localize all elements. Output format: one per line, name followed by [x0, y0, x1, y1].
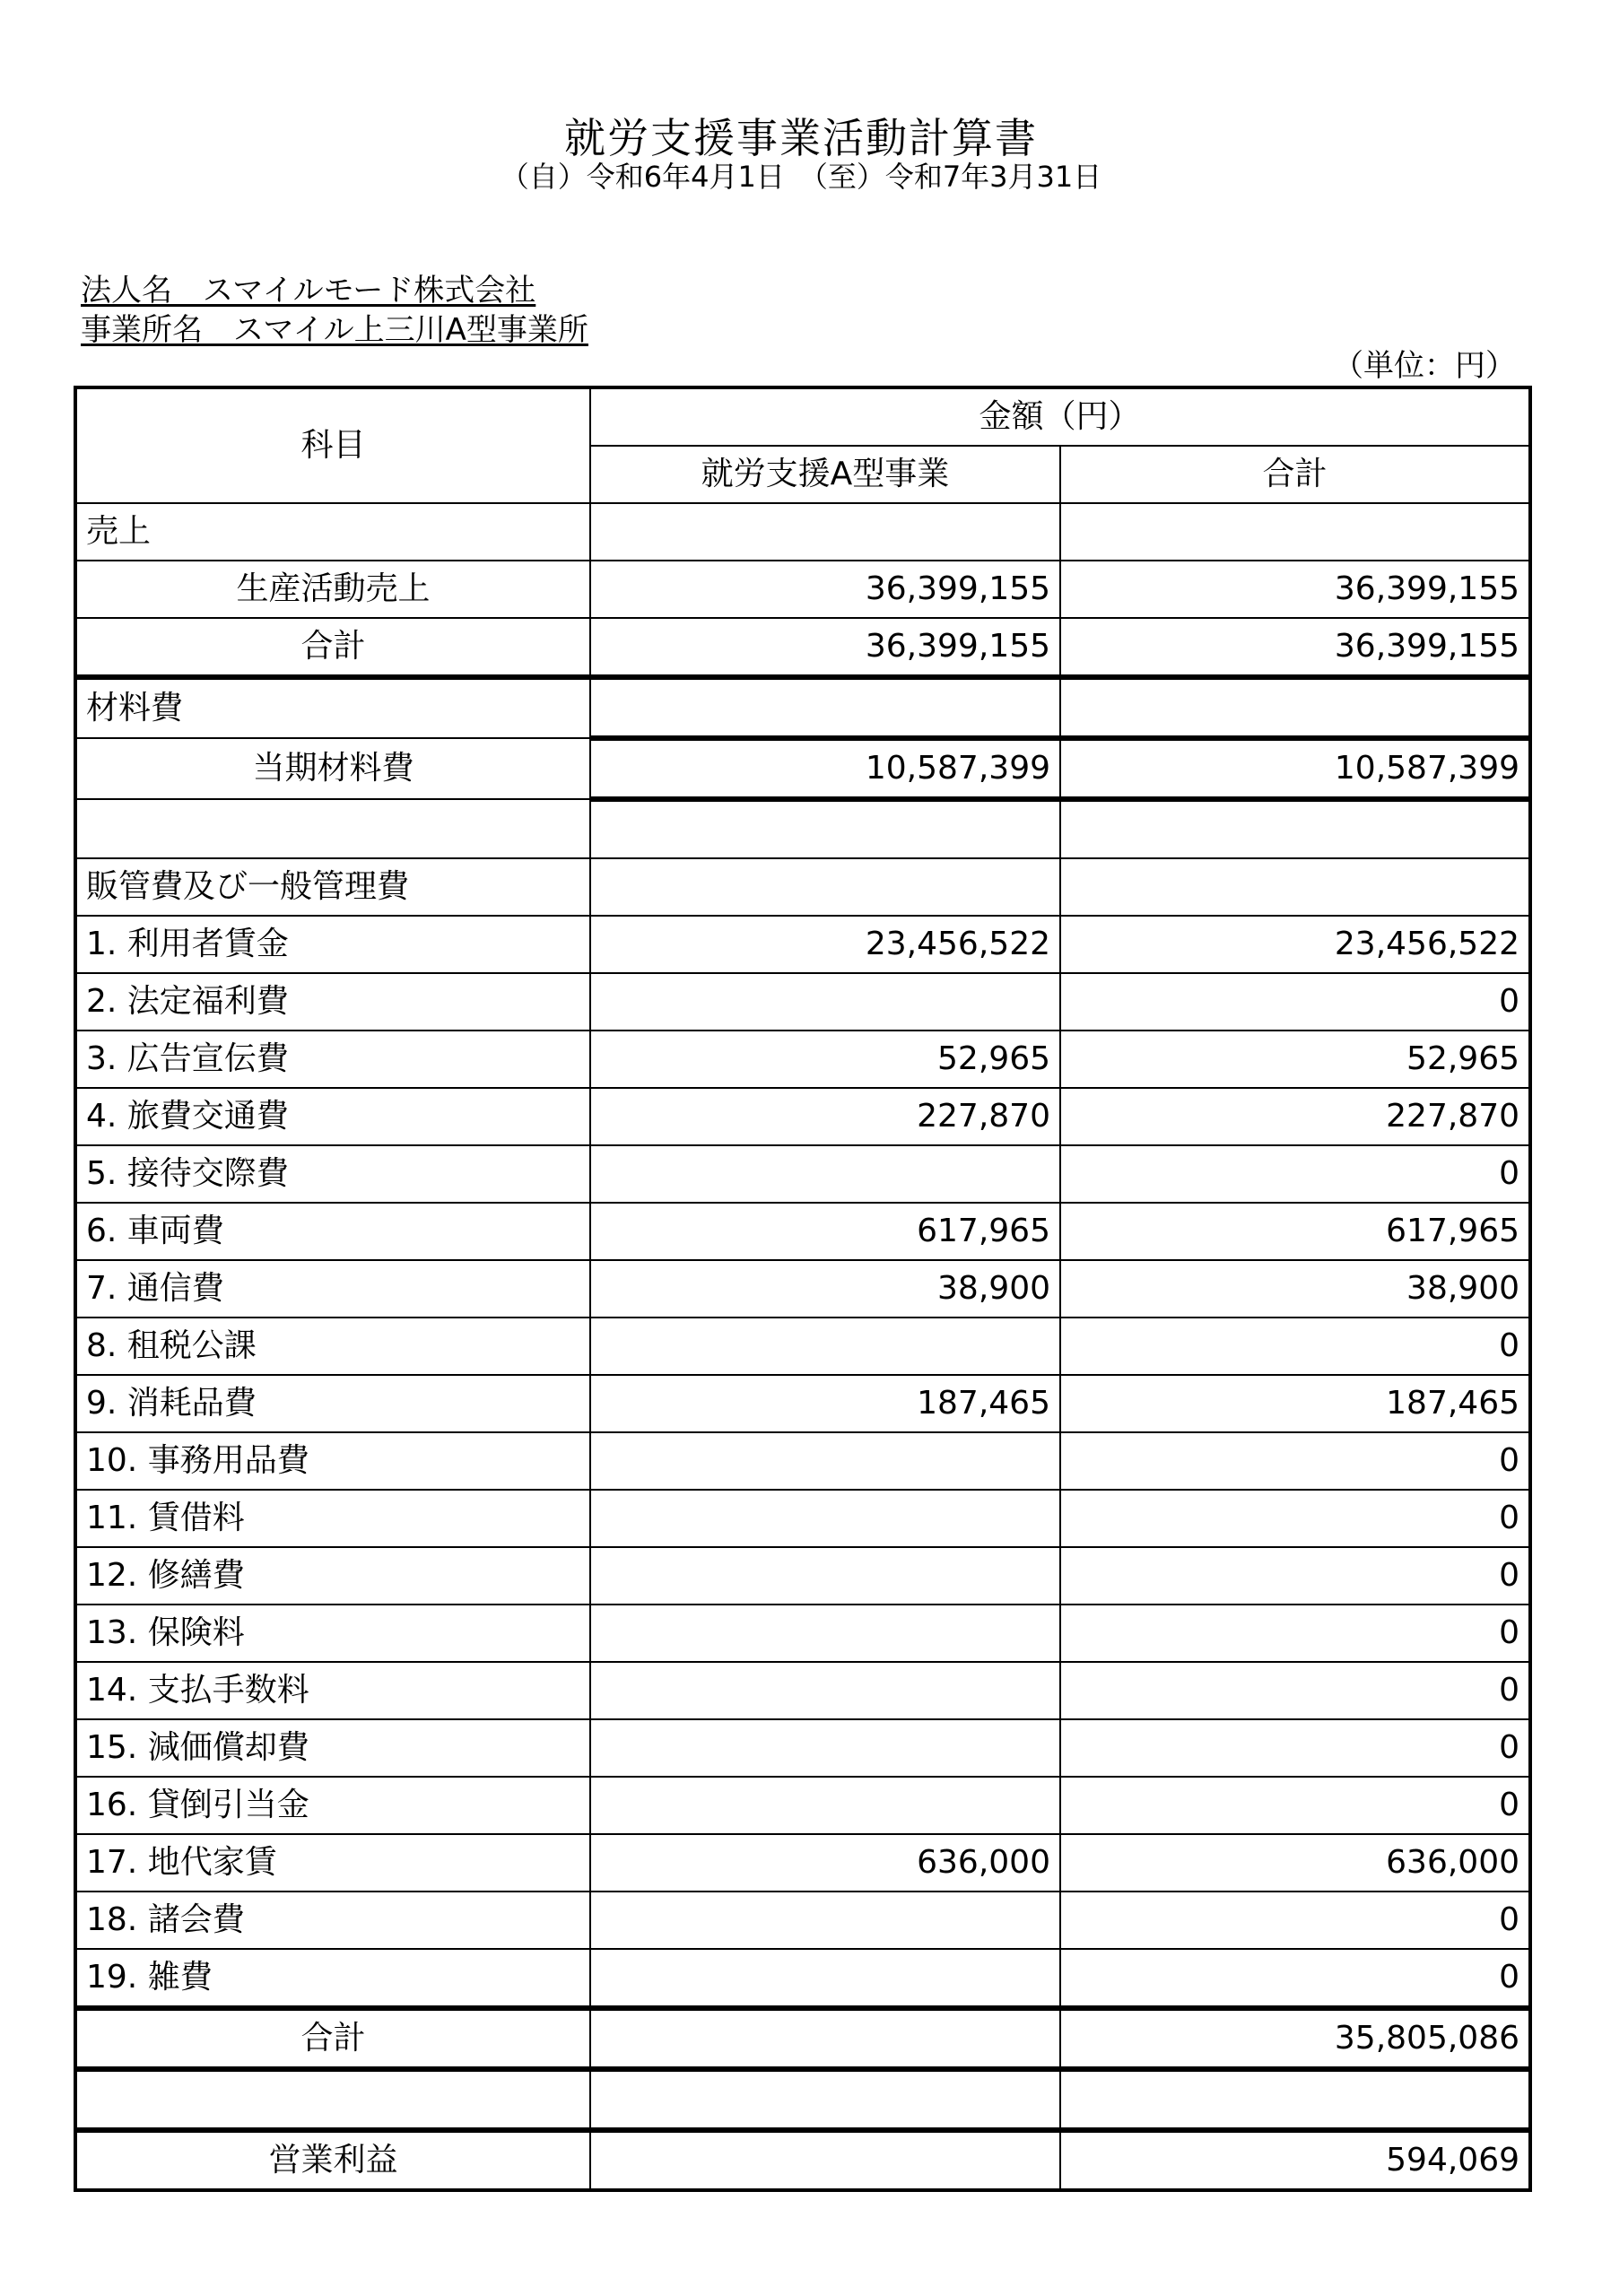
sga-item-total: 0 — [1060, 1892, 1530, 1949]
document-title: 就労支援事業活動計算書 — [564, 114, 1038, 162]
sga-items — [75, 916, 1530, 2008]
sga-item-total: 0 — [1060, 1605, 1530, 1662]
sga-item-total: 187,465 — [1060, 1375, 1530, 1432]
materials-section-label: 材料費 — [75, 677, 590, 738]
sga-item-total: 52,965 — [1060, 1031, 1530, 1088]
sga-item-label: 19. 雑費 — [75, 1949, 590, 2008]
materials-item-a: 10,587,399 — [590, 738, 1060, 799]
sga-item-label: 16. 貸倒引当金 — [75, 1777, 590, 1834]
unit-label: （単位：円） — [1333, 348, 1516, 384]
materials-item-row — [75, 738, 1530, 799]
sga-item-a: 636,000 — [590, 1834, 1060, 1892]
sga-item-label: 11. 賃借料 — [75, 1490, 590, 1547]
sga-item-a — [590, 1892, 1060, 1949]
table-row — [75, 1490, 1530, 1547]
sales-sum-total: 36,399,155 — [1060, 618, 1530, 677]
sga-item-a — [590, 1777, 1060, 1834]
sga-item-total: 0 — [1060, 1145, 1530, 1203]
sga-item-label: 6. 車両費 — [75, 1203, 590, 1260]
sga-item-total: 636,000 — [1060, 1834, 1530, 1892]
sga-item-label: 4. 旅費交通費 — [75, 1088, 590, 1145]
sga-item-label: 12. 修繕費 — [75, 1547, 590, 1605]
sga-item-a: 38,900 — [590, 1260, 1060, 1318]
materials-item-label: 当期材料費 — [75, 738, 590, 799]
table-row — [75, 973, 1530, 1031]
sga-item-a — [590, 1432, 1060, 1490]
table-row — [75, 1088, 1530, 1145]
operating-profit-a — [590, 2130, 1060, 2190]
sga-item-label: 17. 地代家賃 — [75, 1834, 590, 1892]
sales-sum-label: 合計 — [75, 618, 590, 677]
sga-item-a: 52,965 — [590, 1031, 1060, 1088]
materials-section-row — [75, 677, 1530, 738]
sga-item-total: 0 — [1060, 973, 1530, 1031]
table-row — [75, 1719, 1530, 1777]
sga-item-total: 0 — [1060, 1432, 1530, 1490]
sga-item-total: 0 — [1060, 1547, 1530, 1605]
sga-item-label: 9. 消耗品費 — [75, 1375, 590, 1432]
table-row — [75, 1662, 1530, 1719]
sales-item-row — [75, 561, 1530, 618]
header-subject: 科目 — [75, 387, 590, 503]
sga-sum-row — [75, 2008, 1530, 2069]
sga-item-a: 227,870 — [590, 1088, 1060, 1145]
table-row — [75, 1318, 1530, 1375]
header-row-1 — [75, 387, 1530, 446]
sga-item-total: 0 — [1060, 1662, 1530, 1719]
sga-item-total: 0 — [1060, 1777, 1530, 1834]
sga-item-a: 187,465 — [590, 1375, 1060, 1432]
sales-item-total: 36,399,155 — [1060, 561, 1530, 618]
sga-item-a — [590, 1145, 1060, 1203]
sga-item-label: 15. 減価償却費 — [75, 1719, 590, 1777]
table-row — [75, 1432, 1530, 1490]
sga-item-a — [590, 973, 1060, 1031]
sga-item-total: 0 — [1060, 1949, 1530, 2008]
materials-item-total: 10,587,399 — [1060, 738, 1530, 799]
sga-sum-total: 35,805,086 — [1060, 2008, 1530, 2069]
table-row — [75, 1203, 1530, 1260]
sga-item-a — [590, 1719, 1060, 1777]
sga-item-label: 1. 利用者賃金 — [75, 916, 590, 973]
blank-row — [75, 2069, 1530, 2130]
sales-sum-row — [75, 618, 1530, 677]
sga-item-total: 0 — [1060, 1719, 1530, 1777]
income-statement-table — [74, 386, 1532, 2192]
sga-item-total: 38,900 — [1060, 1260, 1530, 1318]
sga-item-a: 23,456,522 — [590, 916, 1060, 973]
table-row — [75, 1605, 1530, 1662]
sga-item-label: 10. 事務用品費 — [75, 1432, 590, 1490]
sga-item-total: 0 — [1060, 1318, 1530, 1375]
sga-item-label: 18. 諸会費 — [75, 1892, 590, 1949]
operating-profit-row — [75, 2130, 1530, 2190]
sga-item-label: 13. 保険料 — [75, 1605, 590, 1662]
sga-item-a — [590, 1949, 1060, 2008]
sga-sum-a — [590, 2008, 1060, 2069]
table-row — [75, 1949, 1530, 2008]
table-row — [75, 1145, 1530, 1203]
operating-profit-label: 営業利益 — [75, 2130, 590, 2190]
sga-item-label: 14. 支払手数料 — [75, 1662, 590, 1719]
table-row — [75, 1375, 1530, 1432]
table-row — [75, 1260, 1530, 1318]
operating-profit-total: 594,069 — [1060, 2130, 1530, 2190]
spacer-row — [75, 799, 1530, 858]
table-row — [75, 1777, 1530, 1834]
sga-item-a — [590, 1318, 1060, 1375]
sga-item-label: 2. 法定福利費 — [75, 973, 590, 1031]
period-range: （自）令和6年4月1日 （至）令和7年3月31日 — [500, 160, 1102, 194]
office-name: 事業所名 スマイル上三川A型事業所 — [81, 312, 588, 348]
sga-section-label: 販管費及び一般管理費 — [75, 858, 590, 916]
sga-sum-label: 合計 — [75, 2008, 590, 2069]
sga-item-a — [590, 1605, 1060, 1662]
sga-item-total: 617,965 — [1060, 1203, 1530, 1260]
table-row — [75, 1031, 1530, 1088]
header-col-a: 就労支援A型事業 — [590, 446, 1060, 503]
sga-item-label: 3. 広告宣伝費 — [75, 1031, 590, 1088]
header-amount: 金額（円） — [590, 387, 1530, 446]
corporation-name: 法人名 スマイルモード株式会社 — [81, 273, 536, 309]
sga-item-a — [590, 1662, 1060, 1719]
sga-item-total: 23,456,522 — [1060, 916, 1530, 973]
sales-sum-a: 36,399,155 — [590, 618, 1060, 677]
sales-item-a: 36,399,155 — [590, 561, 1060, 618]
table-row — [75, 1834, 1530, 1892]
sga-item-label: 7. 通信費 — [75, 1260, 590, 1318]
sga-item-a — [590, 1547, 1060, 1605]
sga-item-a: 617,965 — [590, 1203, 1060, 1260]
table-row — [75, 916, 1530, 973]
sga-item-label: 5. 接待交際費 — [75, 1145, 590, 1203]
sga-item-total: 0 — [1060, 1490, 1530, 1547]
sga-item-label: 8. 租税公課 — [75, 1318, 590, 1375]
sga-item-total: 227,870 — [1060, 1088, 1530, 1145]
sales-section-label: 売上 — [75, 503, 590, 561]
sga-item-a — [590, 1490, 1060, 1547]
header-col-total: 合計 — [1060, 446, 1530, 503]
sales-item-label: 生産活動売上 — [75, 561, 590, 618]
sga-section-row — [75, 858, 1530, 916]
table-row — [75, 1892, 1530, 1949]
sales-section-row — [75, 503, 1530, 561]
table-row — [75, 1547, 1530, 1605]
